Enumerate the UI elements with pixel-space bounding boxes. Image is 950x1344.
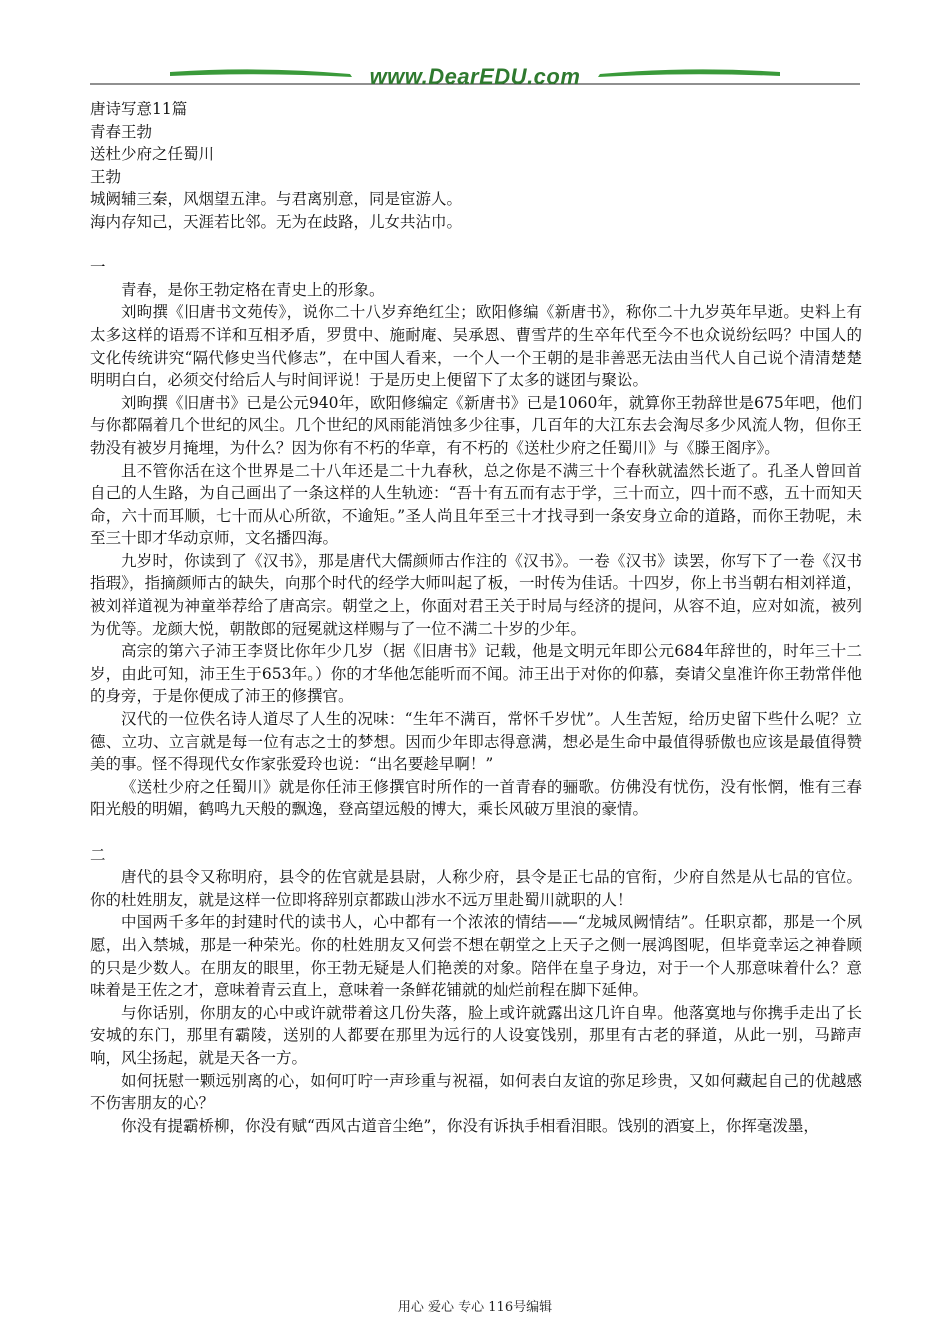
paragraph: 汉代的一位佚名诗人道尽了人生的况味：“生年不满百，常怀千岁忧”。人生苦短，给历史留下些什么呢？立德、立功、立言就是每一位有志之士的梦想。因而少年即志得意满，想必是生命中最值得骄傲也应该是最值得赞美的事。怪不得现代女作家张爱玲也说：“出名要趁早啊！” (90, 710, 862, 774)
chapter-title: 青春王勃 (90, 122, 153, 141)
paragraph: 《送杜少府之任蜀川》就是你任沛王修撰官时所作的一首青春的骊歌。仿佛没有忧伤，没有怅惘，惟有三春阳光般的明媚，鹤鸣九天般的飘逸，登高望远般的博大，乘长风破万里浪的豪情。 (90, 777, 862, 819)
paragraph: 与你话别，你朋友的心中或许就带着这几份失落，脸上或许就露出这几许自卑。他落寞地与你携手走出了长安城的东门，那里有霸陵，送别的人都要在那里为远行的人设宴饯别，那里有古老的驿道，从此一别，马蹄声响，风尘扬起，就是天各一方。 (90, 1003, 862, 1067)
paragraph: 刘昫撰《旧唐书》已是公元940年，欧阳修编定《新唐书》已是1060年，就算你王勃辞世是675年吧，他们与你都隔着几个世纪的风尘。几个世纪的风雨能消蚀多少往事，几百年的大江东去会淘尽多少风流人物，但你王勃没有被岁月掩埋，为什么？因为你有不朽的华章，有不朽的《送杜少府之任蜀川》与《滕王阁序》。 (90, 393, 862, 457)
poem-title: 送杜少府之任蜀川 (90, 145, 215, 164)
article-body (90, 98, 862, 1137)
section-heading: 二 (90, 845, 106, 864)
poem-author: 王勃 (90, 167, 122, 186)
page-footer: 用心 爱心 专心 116号编辑 (397, 1300, 553, 1315)
poem-line: 海内存知己，天涯若比邻。无为在歧路，儿女共沾巾。 (90, 212, 463, 231)
poem-line: 城阙辅三秦，风烟望五津。与君离别意，同是宦游人。 (90, 190, 463, 209)
site-logo: www.DearEDU.com (369, 64, 581, 89)
collection-title: 唐诗写意11篇 (90, 100, 188, 118)
paragraph: 中国两千多年的封建时代的读书人，心中都有一个浓浓的情结——“龙城凤阙情结”。任职京都，那是一个夙愿，出入禁城，那是一种荣光。你的杜姓朋友又何尝不想在朝堂之上天子之侧一展鸿图呢，但毕竟幸运之神眷顾的只是少数人。在朋友的眼里，你王勃无疑是人们艳羡的对象。陪伴在皇子身边，对于一个人那意味着什么？意味着是王佐之才，意味着青云直上，意味着一条鲜花铺就的灿烂前程在脚下延伸。 (90, 913, 862, 1000)
paragraph: 九岁时，你读到了《汉书》，那是唐代大儒颜师古作注的《汉书》。一卷《汉书》读罢，你写下了一卷《汉书指瑕》，指摘颜师古的缺失，向那个时代的经学大师叫起了板，一时传为佳话。十四岁，你上书当朝右相刘祥道，被刘祥道视为神童举荐给了唐高宗。朝堂之上，你面对君王关于时局与经济的提问，从容不迫，应对如流，被列为优等。龙颜大悦，朝散郎的冠冕就这样赐与了一位不满二十岁的少年。 (90, 551, 862, 638)
paragraph: 高宗的第六子沛王李贤比你年少几岁（据《旧唐书》记载，他是文明元年即公元684年辞世的，时年三十二岁，由此可知，沛王生于653年。）你的才华他怎能听而不闻。沛王出于对你的仰慕，奏请父皇准许你王勃常伴他的身旁，于是你便成了沛王的修撰官。 (90, 642, 862, 706)
paragraph: 且不管你活在这个世界是二十八年还是二十九春秋，总之你是不满三十个春秋就溘然长逝了。孔圣人曾回首自己的人生路，为自己画出了一条这样的人生轨迹：“吾十有五而有志于学，三十而立，四十而不惑，五十而知天命，六十而耳顺，七十而从心所欲，不逾矩。”圣人尚且年至三十才找寻到一条安身立命的道路，而你王勃呢，未至三十即才华动京师，文名播四海。 (90, 461, 862, 548)
section-heading: 一 (90, 258, 106, 277)
paragraph: 唐代的县令又称明府，县令的佐官就是县尉，人称少府，县令是正七品的官衔，少府自然是从七品的官位。你的杜姓朋友，就是这样一位即将辞别京都跋山涉水不远万里赴蜀川就职的人！ (90, 868, 862, 909)
paragraph: 刘昫撰《旧唐书文苑传》，说你二十八岁弃绝红尘；欧阳修编《新唐书》，称你二十九岁英年早逝。史料上有太多这样的语焉不详和互相矛盾，罗贯中、施耐庵、吴承恩、曹雪芹的生卒年代至今不也众说纷纭吗？中国人的文化传统讲究“隔代修史当代修志”，在中国人看来，一个人一个王朝的是非善恶无法由当代人自己说个清清楚楚明明白白，必须交付给后人与时间评说！于是历史上便留下了太多的谜团与聚讼。 (90, 303, 862, 390)
paragraph: 青春，是你王勃定格在青史上的形象。 (121, 280, 385, 299)
site-header (90, 60, 860, 100)
paragraph: 你没有提霸桥柳，你没有赋“西风古道音尘绝”，你没有诉执手相看泪眼。饯别的酒宴上，你挥毫泼墨， (121, 1116, 819, 1135)
paragraph: 如何抚慰一颗远别离的心，如何叮咛一声珍重与祝福，如何表白友谊的弥足珍贵，又如何藏起自己的优越感不伤害朋友的心？ (90, 1071, 862, 1113)
